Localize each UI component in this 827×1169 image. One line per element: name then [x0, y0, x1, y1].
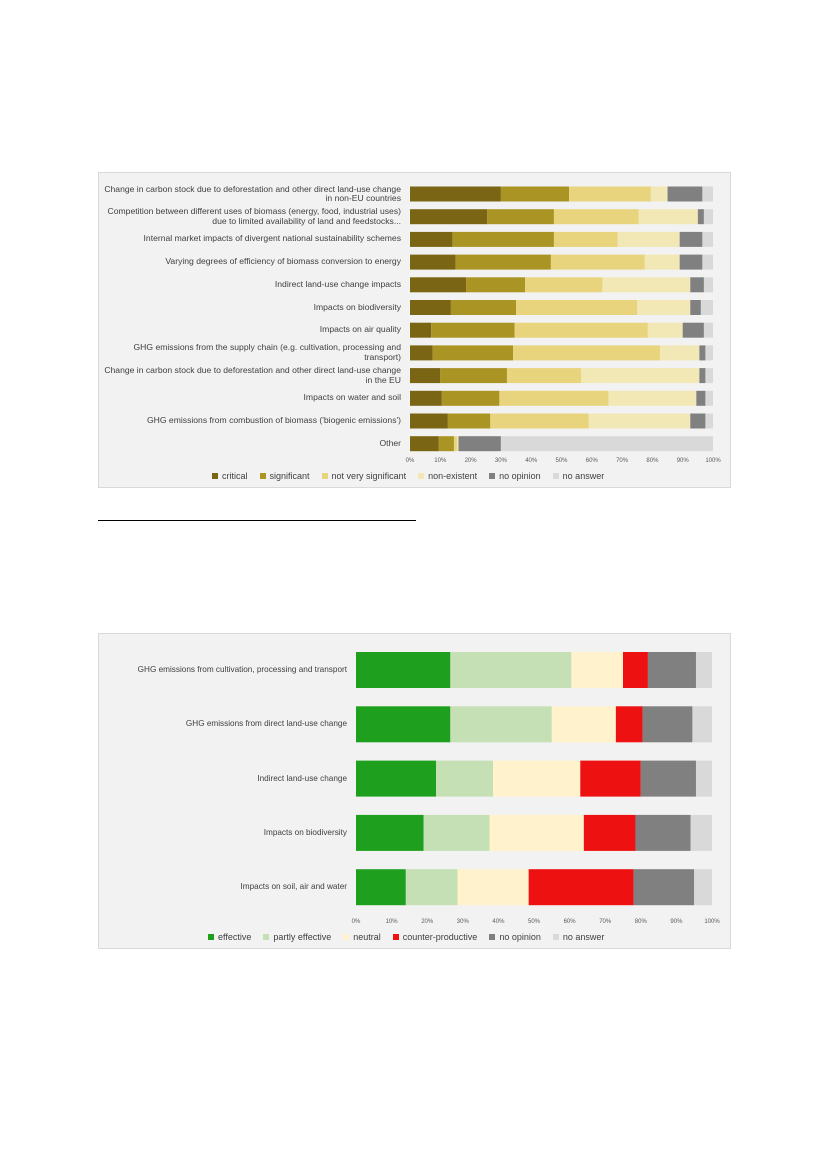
bar-no-opinion-row-3: [680, 232, 703, 247]
x-tick-label: 80%: [646, 458, 659, 464]
bar-effective-row-3: [356, 761, 436, 797]
bar-partly-effective-row-5: [406, 869, 458, 905]
category-label: Internal market impacts of divergent national sustainability schemes: [143, 233, 401, 244]
bar-no-opinion-row-1: [648, 652, 696, 688]
legend-item-effective: [208, 932, 251, 942]
bar-effective-row-4: [356, 815, 424, 851]
x-tick-label: 70%: [599, 919, 612, 925]
bar-no-opinion-row-11: [690, 414, 705, 429]
bar-not-very-significant-row-12: [454, 436, 457, 451]
bar-no-opinion-row-2: [643, 706, 693, 742]
bar-significant-row-7: [431, 323, 514, 338]
chart-1-legend: [212, 471, 604, 481]
bar-non-existent-row-2: [639, 209, 698, 224]
legend-item-no-opinion: [489, 932, 541, 942]
category-label: Impacts on biodiversity: [313, 301, 401, 312]
bar-critical-row-10: [410, 391, 442, 406]
bar-no-answer-row-2: [704, 209, 713, 224]
bar-critical-row-6: [410, 300, 451, 315]
bar-no-opinion-row-4: [635, 815, 690, 851]
bar-critical-row-5: [410, 277, 466, 292]
chart-1-frame: [98, 172, 731, 488]
x-tick-label: 60%: [563, 919, 576, 925]
bar-no-opinion-row-7: [683, 323, 704, 338]
bar-critical-row-1: [410, 187, 501, 202]
x-tick-label: 40%: [492, 919, 505, 925]
bar-counter-productive-row-5: [529, 869, 634, 905]
legend-swatch: [212, 473, 218, 479]
legend-label: neutral: [353, 932, 381, 942]
x-tick-label: 30%: [456, 919, 469, 925]
bar-no-answer-row-3: [696, 761, 712, 797]
legend-label: no answer: [562, 471, 605, 481]
legend-label: partly effective: [273, 932, 332, 942]
bar-no-answer-row-10: [705, 391, 713, 406]
x-tick-label: 20%: [464, 458, 477, 464]
bar-not-very-significant-row-4: [551, 255, 645, 270]
bar-no-answer-row-1: [702, 187, 713, 202]
footnote-divider: [98, 520, 416, 521]
category-label: Change in carbon stock due to deforestation and other direct land-use change in non-EU countries: [104, 183, 401, 203]
bar-significant-row-11: [448, 414, 490, 429]
category-label: Impacts on biodiversity: [263, 827, 347, 837]
category-label: Indirect land-use change impacts: [274, 278, 401, 289]
bar-non-existent-row-8: [660, 345, 699, 360]
bar-significant-row-12: [439, 436, 454, 451]
bar-not-very-significant-row-2: [554, 209, 639, 224]
bar-no-opinion-row-1: [668, 187, 703, 202]
legend-label: non-existent: [428, 471, 478, 481]
x-tick-label: 10%: [385, 919, 398, 925]
category-label: Varying degrees of efficiency of biomass conversion to energy: [165, 256, 401, 267]
x-tick-label: 60%: [585, 458, 598, 464]
bar-not-very-significant-row-5: [525, 277, 602, 292]
category-label: Change in carbon stock due to deforestation and other direct land-use change in the EU: [104, 365, 401, 385]
x-tick-label: 20%: [421, 919, 434, 925]
legend-item-no-answer: [553, 471, 605, 481]
bar-no-opinion-row-4: [680, 255, 703, 270]
x-tick-label: 90%: [676, 458, 689, 464]
x-tick-label: 100%: [704, 919, 720, 925]
bar-significant-row-1: [501, 187, 569, 202]
category-label: GHG emissions from combustion of biomass ('biogenic emissions'): [146, 415, 401, 425]
legend-item-not-very-significant: [322, 471, 407, 481]
legend-item-counter-productive: [393, 932, 478, 942]
legend-swatch: [553, 473, 559, 479]
bar-non-existent-row-6: [637, 300, 690, 315]
bar-counter-productive-row-4: [584, 815, 636, 851]
legend-label: effective: [218, 932, 252, 942]
bar-neutral-row-3: [493, 761, 580, 797]
bar-effective-row-5: [356, 869, 406, 905]
chart-2-legend: [208, 932, 604, 942]
bar-non-existent-row-5: [602, 277, 690, 292]
bar-no-opinion-row-6: [690, 300, 701, 315]
legend-item-no-answer: [553, 932, 605, 942]
bar-no-answer-row-5: [704, 277, 713, 292]
bar-not-very-significant-row-8: [513, 345, 660, 360]
bar-no-opinion-row-12: [458, 436, 500, 451]
bar-significant-row-6: [451, 300, 516, 315]
bar-no-answer-row-5: [694, 869, 712, 905]
bar-significant-row-2: [487, 209, 554, 224]
bar-significant-row-3: [452, 232, 554, 247]
bar-partly-effective-row-1: [450, 652, 571, 688]
x-tick-label: 0%: [351, 919, 361, 925]
legend-swatch: [208, 934, 214, 940]
bar-non-existent-row-3: [618, 232, 680, 247]
legend-item-critical: [212, 471, 248, 481]
legend-label: not very significant: [331, 471, 407, 481]
bar-no-opinion-row-8: [699, 345, 705, 360]
chart-2-plot: [99, 634, 732, 950]
bar-non-existent-row-10: [608, 391, 696, 406]
bar-neutral-row-4: [490, 815, 584, 851]
legend-swatch: [418, 473, 424, 479]
bar-counter-productive-row-1: [623, 652, 648, 688]
bar-critical-row-4: [410, 255, 455, 270]
legend-label: no opinion: [499, 471, 541, 481]
x-tick-label: 40%: [525, 458, 538, 464]
bar-partly-effective-row-4: [424, 815, 490, 851]
bar-neutral-row-2: [552, 706, 616, 742]
legend-swatch: [343, 934, 349, 940]
bar-neutral-row-1: [571, 652, 623, 688]
bar-no-answer-row-4: [691, 815, 712, 851]
category-label: Other: [379, 437, 401, 448]
bar-not-very-significant-row-9: [507, 368, 581, 383]
category-label: Impacts on water and soil: [303, 392, 401, 403]
legend-swatch: [489, 934, 495, 940]
bar-not-very-significant-row-6: [516, 300, 637, 315]
category-label: Competition between different uses of biomass (energy, food, industrial uses) due to limited availability of land and feedstocks...: [107, 206, 401, 226]
bar-counter-productive-row-3: [580, 761, 641, 797]
legend-item-neutral: [343, 932, 381, 942]
bar-critical-row-8: [410, 345, 433, 360]
legend-swatch: [322, 473, 328, 479]
bar-critical-row-11: [410, 414, 448, 429]
bar-no-answer-row-4: [702, 255, 713, 270]
category-label: GHG emissions from direct land-use change: [185, 719, 347, 729]
x-tick-label: 0%: [405, 458, 415, 464]
bar-no-answer-row-3: [702, 232, 713, 247]
legend-item-no-opinion: [489, 471, 541, 481]
bar-critical-row-12: [410, 436, 439, 451]
legend-label: critical: [222, 471, 248, 481]
x-tick-label: 10%: [434, 458, 447, 464]
category-label: GHG emissions from the supply chain (e.g. cultivation, processing and transport): [133, 342, 401, 362]
bar-non-existent-row-9: [581, 368, 699, 383]
legend-label: significant: [269, 471, 310, 481]
bar-critical-row-3: [410, 232, 452, 247]
x-tick-label: 50%: [555, 458, 568, 464]
bar-partly-effective-row-3: [436, 761, 493, 797]
bar-no-answer-row-12: [501, 436, 713, 451]
bar-non-existent-row-4: [645, 255, 680, 270]
x-tick-label: 100%: [705, 458, 721, 464]
bar-no-answer-row-6: [701, 300, 713, 315]
x-tick-label: 30%: [494, 458, 507, 464]
bar-non-existent-row-11: [589, 414, 691, 429]
legend-label: no opinion: [499, 932, 541, 942]
bar-neutral-row-5: [457, 869, 528, 905]
legend-item-significant: [260, 471, 310, 481]
bar-no-opinion-row-5: [634, 869, 695, 905]
x-tick-label: 90%: [670, 919, 683, 925]
bar-not-very-significant-row-7: [515, 323, 648, 338]
bar-counter-productive-row-2: [616, 706, 643, 742]
bar-no-opinion-row-3: [641, 761, 696, 797]
legend-swatch: [263, 934, 269, 940]
legend-item-partly-effective: [263, 932, 331, 942]
bar-no-answer-row-11: [705, 414, 713, 429]
x-tick-label: 70%: [616, 458, 629, 464]
bar-no-opinion-row-9: [699, 368, 705, 383]
category-label: Indirect land-use change: [257, 773, 347, 783]
bar-non-existent-row-7: [648, 323, 683, 338]
bar-no-answer-row-7: [704, 323, 713, 338]
bar-non-existent-row-12: [457, 436, 459, 451]
chart-2-frame: [98, 633, 731, 949]
bar-critical-row-2: [410, 209, 487, 224]
legend-swatch: [489, 473, 495, 479]
bar-significant-row-8: [433, 345, 513, 360]
legend-label: counter-productive: [402, 932, 478, 942]
x-tick-label: 50%: [527, 919, 541, 925]
bar-critical-row-7: [410, 323, 431, 338]
legend-swatch: [553, 934, 559, 940]
bar-not-very-significant-row-3: [554, 232, 618, 247]
bar-significant-row-4: [455, 255, 550, 270]
bar-non-existent-row-1: [651, 187, 668, 202]
bar-no-answer-row-2: [692, 706, 712, 742]
x-tick-label: 80%: [634, 919, 647, 925]
bar-no-opinion-row-10: [696, 391, 705, 406]
bar-not-very-significant-row-1: [569, 187, 651, 202]
bar-significant-row-5: [466, 277, 525, 292]
bar-no-answer-row-9: [705, 368, 713, 383]
bar-effective-row-1: [356, 652, 450, 688]
bar-partly-effective-row-2: [450, 706, 551, 742]
bar-critical-row-9: [410, 368, 440, 383]
bar-significant-row-9: [440, 368, 507, 383]
bar-not-very-significant-row-10: [499, 391, 608, 406]
category-label: GHG emissions from cultivation, processing and transport: [137, 665, 347, 674]
legend-item-non-existent: [418, 471, 477, 481]
bar-effective-row-2: [356, 706, 450, 742]
bar-significant-row-10: [442, 391, 500, 406]
bar-no-answer-row-8: [705, 345, 713, 360]
legend-swatch: [260, 473, 266, 479]
bar-no-answer-row-1: [696, 652, 712, 688]
category-label: Impacts on soil, air and water: [240, 882, 347, 892]
category-label: Impacts on air quality: [319, 324, 401, 335]
legend-label: no answer: [562, 932, 605, 942]
bar-no-opinion-row-5: [690, 277, 704, 292]
bar-not-very-significant-row-11: [490, 414, 588, 429]
bar-no-opinion-row-2: [698, 209, 704, 224]
legend-swatch: [393, 934, 399, 940]
